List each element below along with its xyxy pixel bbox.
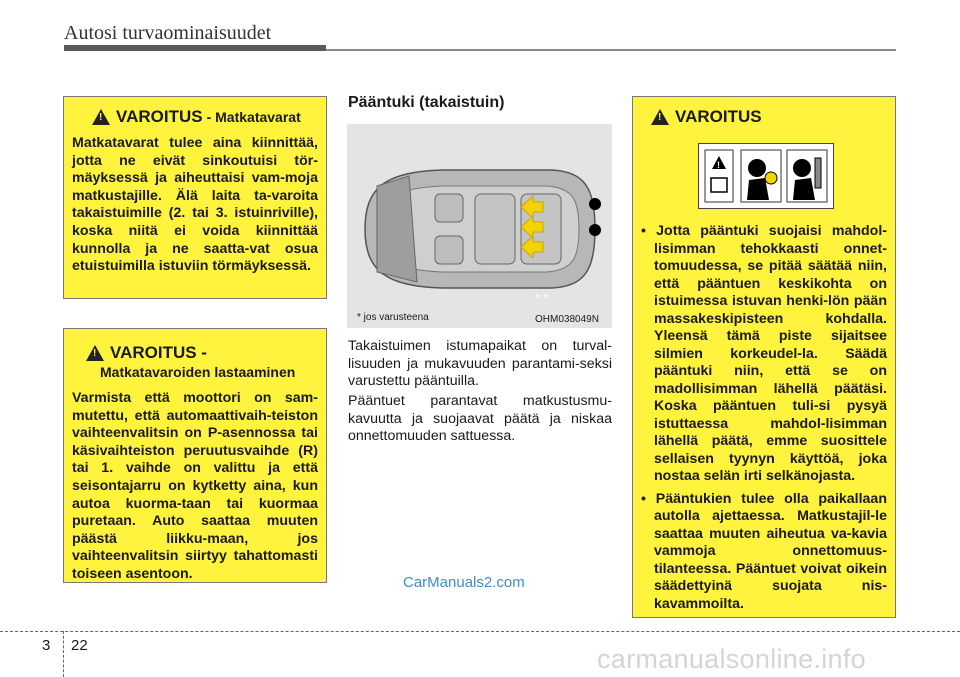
warning-title-text: VAROITUS: [675, 107, 762, 126]
car-headrest-figure: [347, 124, 612, 328]
page-header-title: Autosi turvaominaisuudet: [64, 22, 272, 44]
warning-box-luggage: [63, 96, 327, 299]
carmanuals-watermark[interactable]: CarManuals2.com: [403, 574, 525, 591]
car-top-view-illustration: [347, 124, 612, 328]
warning-title-text: VAROITUS -: [110, 343, 207, 362]
warning-box-headrest: [632, 96, 896, 618]
footer-rule: [0, 631, 960, 632]
svg-text:!: !: [717, 160, 720, 170]
warning-bullet-list: [641, 223, 887, 613]
paragraph: Pääntuet parantavat matkustusmu-kavuutta ja suojaavat päätä ja niskaa onnettomuuden sattuessa.: [348, 393, 612, 445]
warning-bullet: • Pääntukien tulee olla paikallaan autolla ajettaessa. Matkustajil-le saattaa muuten aiheutua va-kavia vammoja onnettomuus-tilanteessa. Pääntuet voivat oikein säädettyinä suojata nis-kavammoilta.: [641, 490, 887, 612]
warning-subtitle: Matkatavaroiden lastaaminen: [100, 364, 296, 380]
warning-body: Matkatavarat tulee aina kiinnittää, jotta ne eivät sinkoutuisi tör-mäyksessä ja aiheuttaisi vam-moja matkustajille. Älä laita ta-varoita takaistuimille (2. tai 3. istuinriville), koska niitä ei voida kiinnittää kunnolla ja ne saatta-vat osua etuistuimilla istuviin törmäyksessä.: [72, 135, 318, 275]
headrest-warning-pictogram: [698, 143, 834, 209]
warning-bullet: • Jotta pääntuki suojaisi mahdol-lisimman tehokkaasti onnet-tomuudessa, se pitää säätää niin, että pääntuen keskikohta on istuimessa istuvan henki-lön pään massakeskipisteen kohdalla. Yleensä tämä piste sijaitsee silmien korkeudel-la. Säädä pääntuki niin, että se on madollisimman lähellä päätäsi. Koska pääntuen tuli-si pysyä istuttaessa mahdol-lisimman lähellä päätä, emme suosittele sellaisen tyynyn käyttöä, joka nostaa selän irti selkänojasta.: [641, 223, 887, 484]
paragraph: Takaistuimen istumapaikat on turval-lisuuden ja mukavuuden parantami-seksi varustettu pääntuilla.: [348, 338, 612, 390]
figure-code: OHM038049N: [535, 314, 599, 325]
warning-title-text: VAROITUS: [116, 107, 203, 126]
warning-title: [651, 107, 887, 127]
footer-divider: [63, 631, 64, 677]
warning-box-loading: [63, 328, 327, 583]
site-watermark: carmanualsonline.info: [597, 644, 866, 674]
warning-triangle-icon: [651, 109, 669, 125]
warning-triangle-icon: [86, 345, 104, 361]
svg-text:* *: * *: [535, 291, 548, 305]
warning-title: [92, 107, 318, 127]
headrest-pictogram-icon: [699, 144, 833, 208]
page-section-number: 3: [42, 637, 51, 654]
header-rule-light: [326, 49, 896, 51]
warning-triangle-icon: [92, 109, 110, 125]
warning-subtitle: - Matkatavarat: [206, 109, 301, 125]
figure-note: * jos varusteena: [357, 312, 429, 323]
header-rule-dark: [64, 45, 326, 51]
section-heading: Pääntuki (takaistuin): [348, 94, 505, 111]
warning-title: [86, 343, 318, 363]
page-number: 22: [71, 637, 88, 654]
warning-body: Varmista että moottori on sam-mutettu, että automaattivaih-teiston vaihteenvalitsin on P-asennossa tai käsivaihteiston peruutusvaihde (R) tai 1. vaihde on valittu ja että seisontajarru on kytketty aina, kun autoa kuorma-taan tai kuormaa puretaan. Auto saattaa muuten päästä liikku-maan, jos vaihteenvalitsin siirtyy tahattomasti toiseen asentoon.: [72, 390, 318, 582]
